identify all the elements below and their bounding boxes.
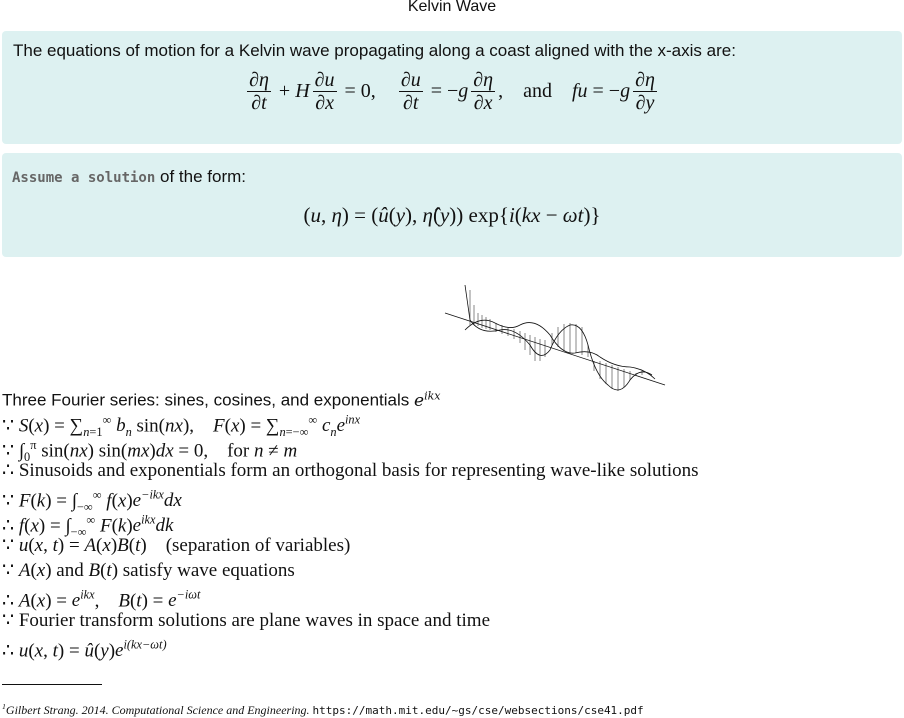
list-item: ∴ Sinusoids and exponentials form an orthogonal basis for representing wave-like solutions	[2, 460, 699, 481]
and-word: and	[523, 80, 552, 102]
list-item: ∵ A(x) and B(t) satisfy wave equations	[2, 560, 295, 581]
list-item: ∵ Fourier transform solutions are plane waves in space and time	[2, 610, 491, 631]
list-item: ∵ u(x, t) = A(x)B(t) (separation of variables)	[2, 535, 351, 556]
list-item: ∴ u(x, $t) = û(y)e^{i(kx-\omega t)}$	[2, 638, 167, 662]
list-item: ∵ $S(x) = \sum_{n=1}^\infty$ $b_n$ sin(nx), $F(x) = \sum_{n=-\infty}^\infty$ $c_ne^{inx}$	[2, 413, 361, 440]
footnote-mark: 1	[2, 702, 6, 711]
equations-box	[2, 31, 902, 144]
intro-text: The equations of motion for a Kelvin wave propagating along a coast aligned with the x-axis are:	[13, 41, 736, 60]
list-item-text: Sinusoids and exponentials form an orthogonal basis for representing wave-like solutions	[18, 460, 699, 481]
and-word: and	[56, 560, 84, 581]
footnote-citation: Gilbert Strang. 2014. Computational Science and Engineering.	[5, 703, 310, 717]
equations-of-motion: $\frac{\partial\eta}{\partial t}$ + H $\frac{\partial u}{\partial x}$ = 0, $\frac{\partial u}{\partial t}$ = −g $\frac{\partial\eta}{\partial x}$ , and fu = −g $\frac{\partial\eta}{\partial y}$	[249, 69, 655, 114]
list-item-text: Fourier transform solutions are plane waves in space and time	[18, 610, 491, 631]
footnote-rule	[2, 684, 102, 685]
footnote-url[interactable]: https://math.mit.edu/~gs/cse/websections/cse41.pdf	[312, 704, 644, 717]
reasoning-list	[2, 383, 902, 662]
list-item: ∴ $f(x) = \int_{-\infty}^\infty$ $F(k)e^{ikx}dk$	[2, 513, 174, 540]
list-item: Three Fourier series: sines, cosines, and exponentials $e^{ikx}$	[2, 389, 441, 411]
assume-line	[12, 167, 246, 187]
page-title: Kelvin Wave	[407, 0, 497, 15]
footnote	[2, 702, 644, 718]
solution-form-equation: (u, η) = (û(y), η̂(y)) exp{i(kx − ωt)}	[303, 203, 601, 227]
list-item: ∴ $A(x) = e^{ikx}$, $B(t) = e^{-i\omega t}$	[2, 588, 201, 612]
list-item: ∵ $\int_0^\pi$ sin(nx) sin(mx)dx = 0, for n ≠ m	[2, 438, 298, 465]
list-item-text: (separation of variables)	[165, 535, 351, 556]
assume-rest: of the form:	[160, 167, 247, 186]
list-item: ∵ $F(k) = \int_{-\infty}^\infty$ $f(x)e^{-ikx}dx$	[2, 488, 182, 515]
list-item-text: Three Fourier series: sines, cosines, and exponentials	[2, 390, 410, 410]
assume-code-phrase: Assume a solution	[12, 170, 156, 186]
solution-box	[2, 153, 902, 257]
for-word: for	[227, 440, 250, 462]
list-item-text: satisfy wave equations	[122, 560, 295, 581]
